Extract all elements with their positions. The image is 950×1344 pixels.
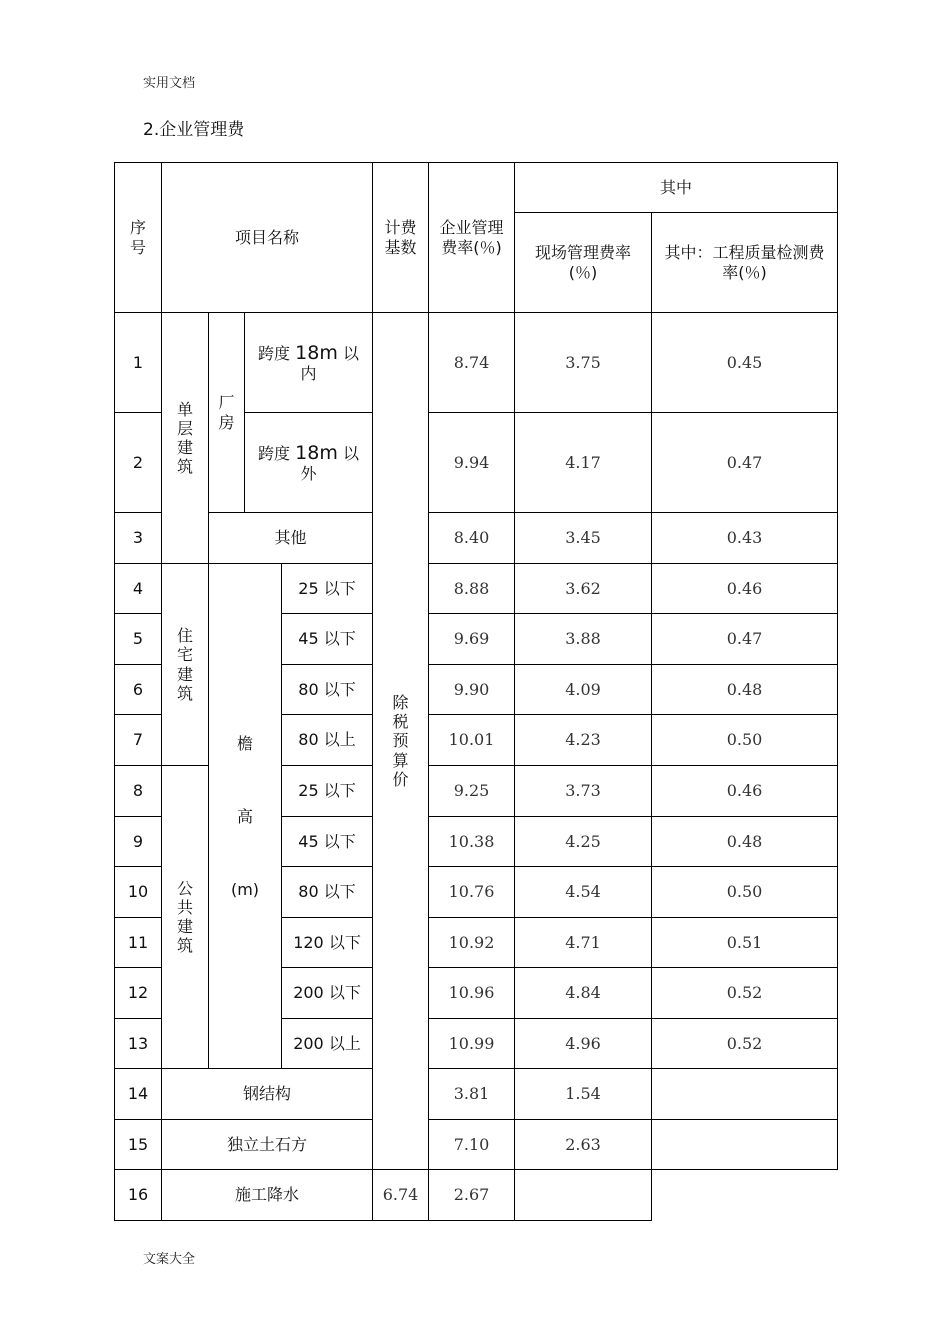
row-label: 200 以上 xyxy=(282,1019,373,1069)
span-value: 18m xyxy=(295,341,338,364)
cell-mgmt: 9.94 xyxy=(429,413,515,513)
cell-mgmt: 9.90 xyxy=(429,665,515,715)
cell-quality: 0.52 xyxy=(652,968,838,1019)
table-row xyxy=(115,1069,838,1120)
table-row xyxy=(115,1170,838,1221)
cell-site: 1.54 xyxy=(515,1069,652,1120)
span-value: 18m xyxy=(295,441,338,464)
row-label: 钢结构 xyxy=(162,1069,373,1120)
cell-mgmt: 10.99 xyxy=(429,1019,515,1069)
row-seq: 9 xyxy=(115,817,162,867)
cell-quality: 0.52 xyxy=(652,1019,838,1069)
span-suffix: 以 外 xyxy=(300,443,359,484)
cell-site: 2.67 xyxy=(429,1170,515,1221)
row-seq: 11 xyxy=(115,918,162,968)
row-seq: 1 xyxy=(115,313,162,413)
cell-quality xyxy=(652,1120,838,1170)
cell-quality: 0.47 xyxy=(652,614,838,665)
cell-mgmt: 9.25 xyxy=(429,766,515,817)
cell-quality: 0.51 xyxy=(652,918,838,968)
cell-quality xyxy=(652,1069,838,1120)
row-seq: 14 xyxy=(115,1069,162,1120)
cell-mgmt: 9.69 xyxy=(429,614,515,665)
row-seq: 3 xyxy=(115,513,162,564)
row-seq: 8 xyxy=(115,766,162,817)
cell-quality: 0.43 xyxy=(652,513,838,564)
cell-site: 3.88 xyxy=(515,614,652,665)
row-label: 80 以上 xyxy=(282,715,373,766)
row-seq: 10 xyxy=(115,867,162,918)
group-public: 公 共 建 筑 xyxy=(162,766,209,1069)
cell-site: 4.09 xyxy=(515,665,652,715)
row-seq: 7 xyxy=(115,715,162,766)
row-label: 80 以下 xyxy=(282,665,373,715)
cell-mgmt: 10.92 xyxy=(429,918,515,968)
cell-site: 3.73 xyxy=(515,766,652,817)
span-text: 跨度 xyxy=(258,443,291,463)
row-label: 200 以下 xyxy=(282,968,373,1019)
cell-quality: 0.50 xyxy=(652,715,838,766)
span-text: 跨度 xyxy=(258,343,291,363)
cell-quality: 0.50 xyxy=(652,867,838,918)
cell-quality: 0.45 xyxy=(652,313,838,413)
cell-site: 2.63 xyxy=(515,1120,652,1170)
row-seq: 4 xyxy=(115,564,162,614)
cell-mgmt: 10.01 xyxy=(429,715,515,766)
row-label: 45 以下 xyxy=(282,817,373,867)
group-residential: 住 宅 建 筑 xyxy=(162,564,209,766)
header-site-rate: 现场管理费率 (％) xyxy=(515,213,652,313)
page-footer: 文案大全 xyxy=(143,1252,196,1267)
group-factory: 厂 房 xyxy=(209,313,245,513)
label-span-beyond xyxy=(245,413,373,513)
table-row xyxy=(115,564,838,614)
row-label: 80 以下 xyxy=(282,867,373,918)
cell-mgmt: 6.74 xyxy=(373,1170,429,1221)
cell-mgmt: 10.76 xyxy=(429,867,515,918)
cell-site: 4.17 xyxy=(515,413,652,513)
cell-site: 4.25 xyxy=(515,817,652,867)
row-label: 25 以下 xyxy=(282,766,373,817)
cell-quality xyxy=(515,1170,652,1221)
cell-mgmt: 8.74 xyxy=(429,313,515,413)
cell-quality: 0.48 xyxy=(652,817,838,867)
header-base: 计费 基数 xyxy=(373,163,429,313)
cell-mgmt: 10.96 xyxy=(429,968,515,1019)
row-label: 120 以下 xyxy=(282,918,373,968)
group-eave-height: 檐 高 (m) xyxy=(209,564,282,1069)
cell-quality: 0.46 xyxy=(652,564,838,614)
cell-mgmt: 8.40 xyxy=(429,513,515,564)
page-header: 实用文档 xyxy=(143,76,196,91)
cell-quality: 0.48 xyxy=(652,665,838,715)
row-seq: 16 xyxy=(115,1170,162,1221)
row-label: 45 以下 xyxy=(282,614,373,665)
row-seq: 2 xyxy=(115,413,162,513)
cell-site: 4.96 xyxy=(515,1019,652,1069)
cell-quality: 0.47 xyxy=(652,413,838,513)
row-seq: 12 xyxy=(115,968,162,1019)
row-label: 独立土石方 xyxy=(162,1120,373,1170)
management-fee-table xyxy=(114,162,838,1221)
row-label: 其他 xyxy=(209,513,373,564)
row-label: 施工降水 xyxy=(162,1170,373,1221)
row-seq: 15 xyxy=(115,1120,162,1170)
row-seq: 6 xyxy=(115,665,162,715)
header-of-which: 其中 xyxy=(515,163,838,213)
cell-site: 4.23 xyxy=(515,715,652,766)
cell-site: 4.71 xyxy=(515,918,652,968)
row-seq: 13 xyxy=(115,1019,162,1069)
section-title: 2.企业管理费 xyxy=(143,120,245,140)
label-span-within xyxy=(245,313,373,413)
cell-site: 3.45 xyxy=(515,513,652,564)
header-seq: 序 号 xyxy=(115,163,162,313)
header-item-name: 项目名称 xyxy=(162,163,373,313)
header-quality-rate: 其中：工程质量检测费 率(％) xyxy=(652,213,838,313)
row-seq: 5 xyxy=(115,614,162,665)
header-mgmt-rate: 企业管理 费率(％) xyxy=(429,163,515,313)
cell-mgmt: 3.81 xyxy=(429,1069,515,1120)
table-row xyxy=(115,313,838,413)
span-suffix: 以 内 xyxy=(300,343,359,384)
cell-mgmt: 8.88 xyxy=(429,564,515,614)
table-row xyxy=(115,513,838,564)
cell-site: 3.62 xyxy=(515,564,652,614)
cell-site: 4.54 xyxy=(515,867,652,918)
group-base-value: 除 税 预 算 价 xyxy=(373,313,429,1170)
table-row xyxy=(115,1120,838,1170)
cell-mgmt: 10.38 xyxy=(429,817,515,867)
group-single-storey: 单 层 建 筑 xyxy=(162,313,209,564)
cell-quality: 0.46 xyxy=(652,766,838,817)
row-label: 25 以下 xyxy=(282,564,373,614)
cell-site: 4.84 xyxy=(515,968,652,1019)
cell-mgmt: 7.10 xyxy=(429,1120,515,1170)
cell-site: 3.75 xyxy=(515,313,652,413)
